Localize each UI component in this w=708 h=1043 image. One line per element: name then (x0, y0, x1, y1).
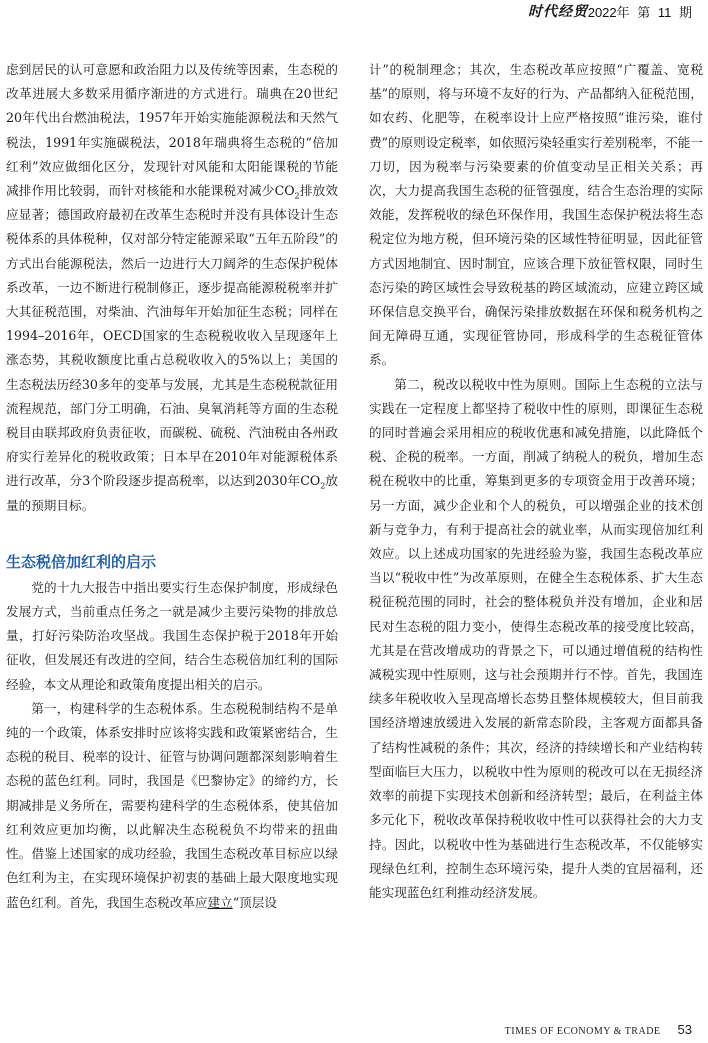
page-number: 53 (677, 1022, 692, 1037)
text-span: 虑到居民的认可意愿和政治阻力以及传统等因素，生态税的改革进展大多数采用循序渐进的方式进行。瑞典在20世纪20年代出台燃油税法，1957年开始实施能源税法和天然气税法，1991年实施碳税法，2018年瑞典将生态税的“倍加红利”效应做细化区分，发现针对风能和太阳能课税的节能减排作用比较弱，而针对核能和水能课税对减少CO (6, 62, 338, 199)
text-span: “顶层设 (232, 894, 277, 910)
paragraph-continued: 计”的税制理念；其次，生态税改革应按照“广覆盖、宽税基”的原则，将与环境不友好的行为、产品都纳入征税范围，如农药、化肥等，在税率设计上应严格按照“谁污染，谁付费”的原则设定税率，如依照污染轻重实行差别税率，不能一刀切，因为税率与污染要素的价值变动呈正相关关系；再次，大力提高我国生态税的征管强度，结合生态治理的实际效能，发挥税收的绿色环保作用，我国生态保护税法将生态税定位为地方税，但环境污染的区域性特征明显，因此征管方式因地制宜、因时制宜，应该合理下放征管权限，同时生态污染的跨区域性会导致税基的跨区域流动，应建立跨区域环保信息交换平台，确保污染排放数据在环保和税务机构之间无障碍互通，实现征管协同，形成科学的生态税征管体系。 (369, 62, 703, 368)
paragraph-first-point (6, 697, 338, 915)
issue-info (588, 2, 692, 21)
subscript: 2 (294, 191, 300, 201)
underlined-text: 建立 (207, 894, 233, 910)
journal-english-name: TIMES OF ECONOMY & TRADE (504, 1026, 661, 1037)
paragraph-intro: 党的十九大报告中指出要实行生态保护制度，形成绿色发展方式，当前重点任务之一就是减少主要污染物的排放总量，打好污染防治攻坚战。我国生态保护税于2018年开始征收，但发展还有改进的空间，结合生态税倍加红利的国际经验，本文从理论和政策角度提出相关的启示。 (6, 579, 338, 692)
issue-year: 2022年 (587, 5, 630, 20)
page-footer (505, 1022, 692, 1037)
right-column (369, 58, 703, 905)
text-span: 排放效应显著；德国政府最初在改革生态税时并没有具体设计生态税体系的具体税种，仅对部分特定能源采取“五年五阶段”的方式出台能源税法，然后一边进行大刀阔斧的生态保护税体系改革，一边不断进行税制修正，逐步提高能源税税率并扩大其征税范围，对柴油、汽油每年开始加征生态税；同样在1994–2016年，OECD国家的生态税税收收入呈现逐年上涨态势，其税收额度比重占总税收收入的5%以上；美国的生态税法历经30多年的变革与发展，尤其是生态税税款征用流程规范，部门分工明确，石油、臭氧消耗等方面的生态税税目由联邦政府负责征收，而碳税、硫税、汽油税由各州政府实行差异化的税收政策；日本早在2010年对能源税体系进行改革，分3个阶段逐步提高税率，以达到2030年CO (6, 183, 338, 489)
text-span: 第一，构建科学的生态税体系。生态税税制结构不是单纯的一个政策，体系安排时应该将实践和政策紧密结合，生态税的税目、税率的设计、征管与协调问题都深刻影响着生态税的蓝色红利。同时，我国是《巴黎协定》的缔约方，长期减排是义务所在，需要构建科学的生态税体系，使其倍加红利效应更加均衡，以此解决生态税税负不均带来的扭曲性。借鉴上述国家的成功经验，我国生态税改革目标应以绿色红利为主，在实现环境保护初衷的基础上最大限度地实现蓝色红利。首先，我国生态税改革应 (6, 700, 338, 910)
text-span: 放量的预期目标。 (6, 473, 338, 513)
section-heading: 生态税倍加红利的启示 (6, 552, 157, 571)
paragraph-international-experience (6, 58, 338, 518)
subscript: 2 (320, 481, 326, 491)
page-header (0, 0, 708, 22)
journal-brand: 时代经贸 (528, 4, 588, 20)
issue-number: 第 11 期 (637, 5, 692, 20)
paragraph-second-point: 第二，税改以税收中性为原则。国际上生态税的立法与实践在一定程度上都坚持了税收中性的原则，即课征生态税的同时普遍会采用相应的税收优惠和减免措施，以此降低个税、企税的税率。一方面，削减了纳税人的税负，增加生态税在税收中的比重，筹集到更多的专项资金用于改善环境；另一方面，减少企业和个人的税负，可以增强企业的技术创新与竞争力，有利于提高社会的就业率，从而实现倍加红利效应。以上述成功国家的先进经验为鉴，我国生态税改革应当以“税收中性”为改革原则，在健全生态税体系、扩大生态税征税范围的同时，社会的整体税负并没有增加，企业和居民对生态税的阻力变小，使得生态税改革的接受度比较高，尤其是在营改增成功的背景之下，可以通过增值税的结构性减税实现中性原则，这与社会预期并行不悖。首先，我国连续多年税收收入呈现高增长态势且整体规模较大，但目前我国经济增速放缓进入发展的新常态阶段，主客观方面都具备了结构性减税的条件；其次，经济的持续增长和产业结构转型面临巨大压力，以税收中性为原则的税改可以在无损经济效率的前提下实现技术创新和经济转型；最后，在利益主体多元化下，税收改革保持税收收中性可以获得社会的大力支持。因此，以税收中性为基础进行生态税改革，不仅能够实现绿色红利，控制生态环境污染，提升人类的宜居福利，还能实现蓝色红利推动经济发展。 (369, 376, 703, 900)
left-column (6, 58, 338, 915)
